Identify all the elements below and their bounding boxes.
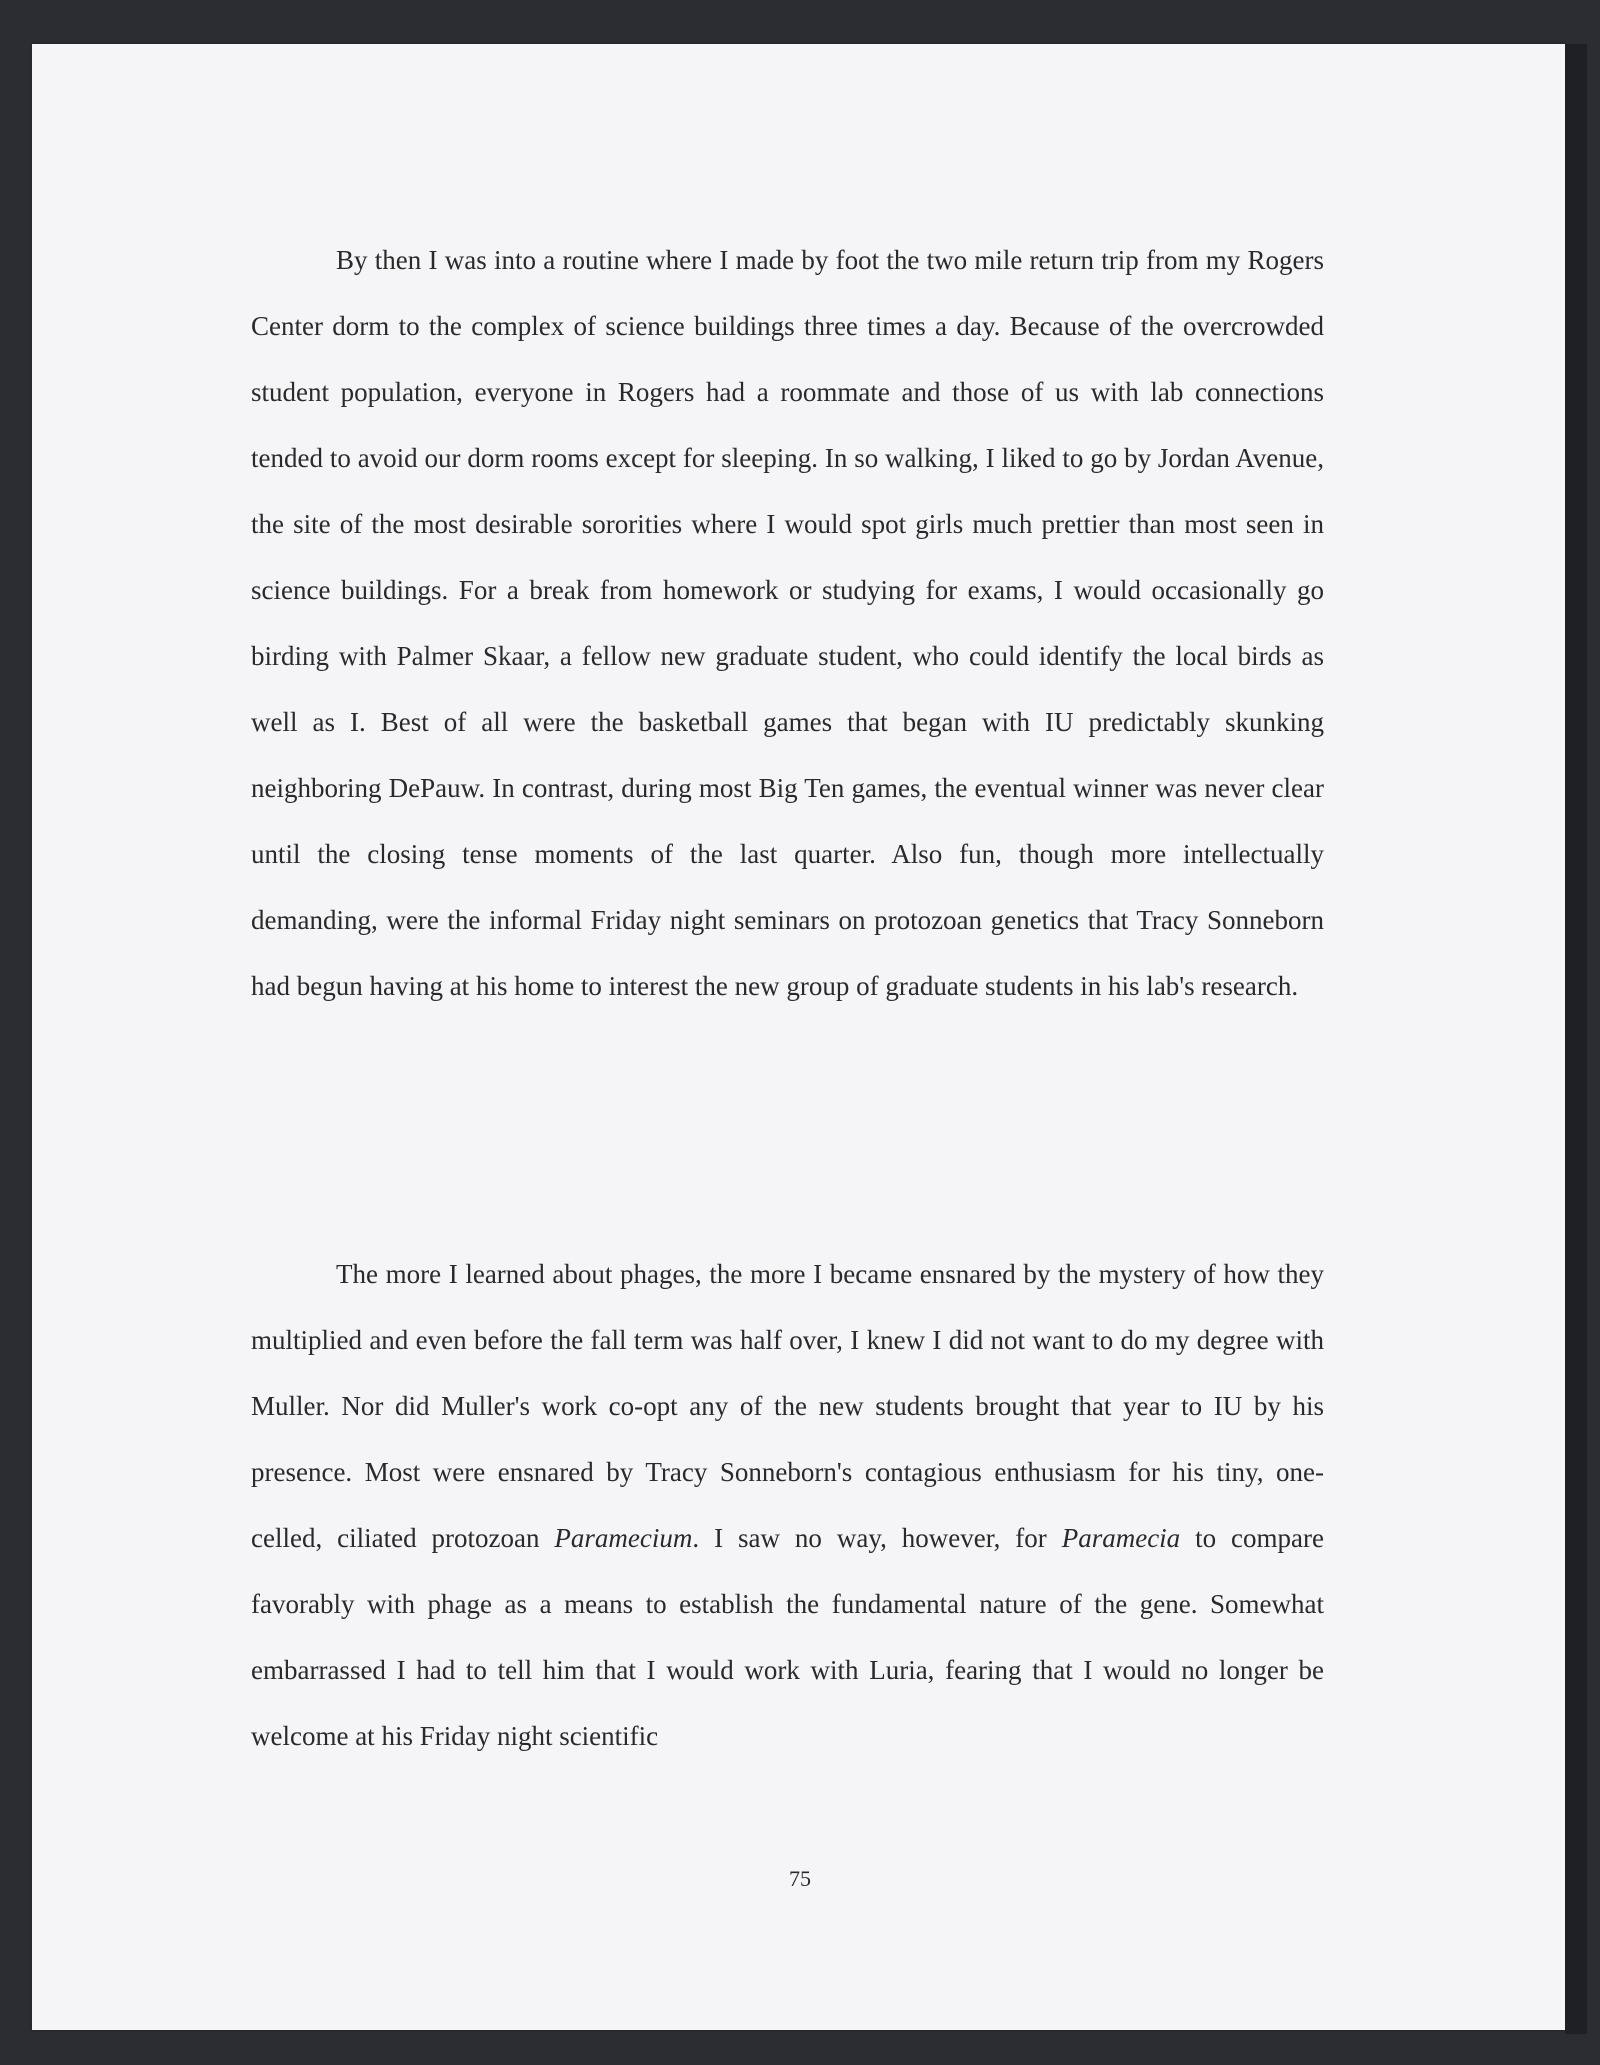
page-edge (1565, 44, 1587, 2034)
paragraph-2 (251, 1241, 1324, 1769)
paragraph-2-segment-3: to compare favorably with phage as a means to establish the fundamental nature of the gene. Somewhat embarrassed I had to tell him that I would work with Luria, fearing that I would no longer be welcome at his Friday night scientific (251, 1523, 1324, 1751)
page-number: 75 (789, 1866, 811, 1891)
paragraph-1-text: By then I was into a routine where I made by foot the two mile return trip from my Rogers Center dorm to the complex of science buildings three times a day. Because of the overcrowded student population, everyone in Rogers had a roommate and those of us with lab connections tended to avoid our dorm rooms except for sleeping. In so walking, I liked to go by Jordan Avenue, the site of the most desirable sororities where I would spot girls much prettier than most seen in science buildings. For a break from homework or studying for exams, I would occasionally go birding with Palmer Skaar, a fellow new graduate student, who could identify the local birds as well as I. Best of all were the basketball games that began with IU predictably skunking neighboring DePauw. In contrast, during most Big Ten games, the eventual winner was never clear until the closing tense moments of the last quarter. Also fun, though more intellectually demanding, were the informal Friday night seminars on protozoan genetics that Tracy Sonneborn had begun having at his home to interest the new group of graduate students in his lab's research. (251, 245, 1324, 1001)
italic-paramecium: Paramecium (554, 1523, 693, 1553)
paragraph-1 (251, 227, 1324, 1019)
paragraph-2-text (251, 1241, 1324, 1769)
italic-paramecia: Paramecia (1061, 1523, 1181, 1553)
paragraph-2-segment-2: . I saw no way, however, for (692, 1523, 1062, 1553)
paragraph-2-segment-1: The more I learned about phages, the more I became ensnared by the mystery of how they multiplied and even before the fall term was half over, I knew I did not want to do my degree with Muller. Nor did Muller's work co-opt any of the new students brought that year to IU by his presence. Most were ensnared by Tracy Sonneborn's contagious enthusiasm for his tiny, one-celled, ciliated protozoan (251, 1259, 1324, 1553)
